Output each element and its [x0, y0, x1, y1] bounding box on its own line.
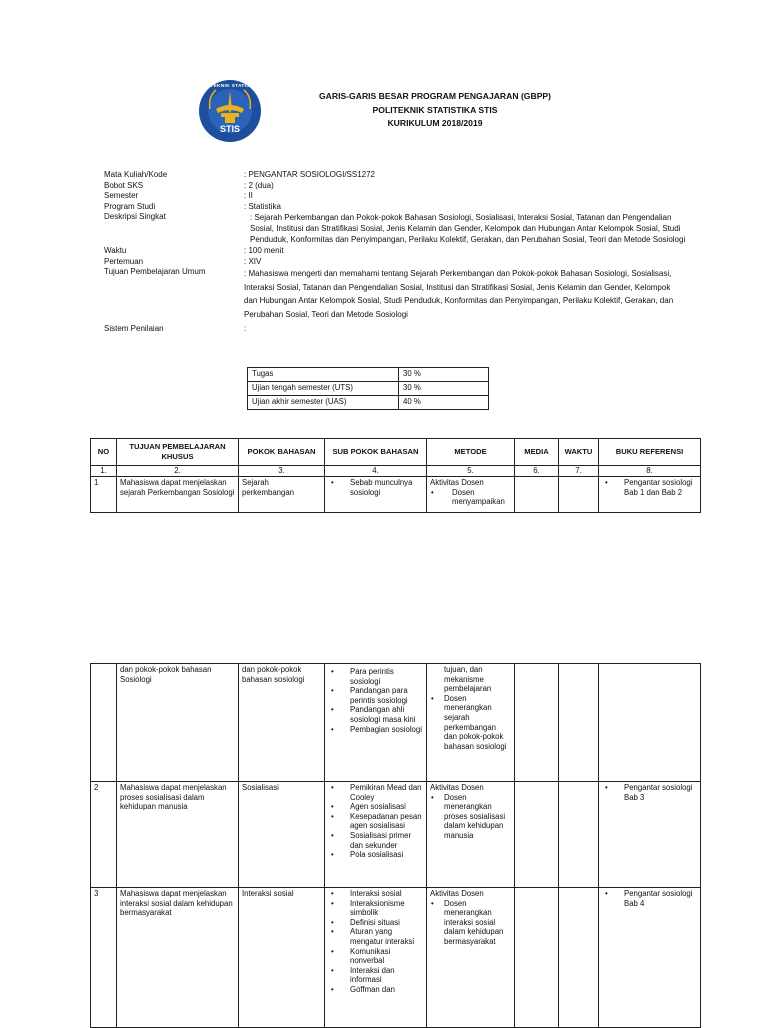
col-number: 6. [515, 466, 559, 477]
buku-item: • Pengantar sosiologi Bab 3 [602, 783, 697, 802]
sub-item: • Komunikasi nonverbal [328, 947, 423, 966]
header-no: NO [91, 439, 117, 466]
header-media: MEDIA [515, 439, 559, 466]
grading-weight: 30 % [399, 382, 489, 396]
row-sub [325, 888, 427, 1028]
row-metode [427, 888, 515, 1028]
header-pokok: POKOK BAHASAN [239, 439, 325, 466]
info-label: Pertemuan [104, 256, 144, 266]
row-media [515, 477, 559, 513]
sub-item: • Pandangan ahli sosiologi masa kini [328, 705, 423, 724]
header-waktu: WAKTU [559, 439, 599, 466]
table-row [91, 477, 701, 513]
info-value: : Statistika [244, 201, 281, 211]
row-buku [599, 888, 701, 1028]
row-buku [599, 782, 701, 888]
info-label: Sistem Penilaian [104, 324, 164, 333]
sub-item: • Para perintis sosiologi [328, 667, 423, 686]
grading-table [247, 367, 489, 410]
sub-item: • Sebab munculnya sosiologi [328, 478, 423, 497]
row-pokok: Interaksi sosial [239, 888, 325, 1028]
info-row-credits [104, 181, 694, 192]
col-number: 8. [599, 466, 701, 477]
row-waktu [559, 888, 599, 1028]
grading-row [248, 368, 489, 382]
table-header-row [91, 439, 701, 466]
info-value: : Sejarah Perkembangan dan Pokok-pokok Bahasan Sosiologi, Sosialisasi, Interaksi Sosial, Tatanan dan Pengendalian Sosial, Institusi dan Stratifikasi Sosial, Jenis Kelamin dan Gender, Kelompok dan Hubungan Antar Kelompok Sosial, Studi Penduduk, Konformitas dan Penyimpangan, Perilaku Kolektif, Gerakan, dan Perubahan Sosial, Teori dan Metode Sosiologi [250, 213, 686, 244]
buku-item: • Pengantar sosiologi Bab 1 dan Bab 2 [602, 478, 697, 497]
info-row-description [104, 212, 694, 245]
grading-weight: 30 % [399, 368, 489, 382]
metode-title: Aktivitas Dosen [430, 783, 484, 792]
metode-item: • Dosen menyampaikan [430, 488, 511, 507]
logo-ring-text: POLITEKNIK STATISTIKA [197, 84, 263, 89]
info-label: Semester [104, 191, 139, 200]
info-value: : PENGANTAR SOSIOLOGI/SS1272 [244, 170, 376, 179]
column-number-row [91, 466, 701, 477]
sub-item: • Pembagian sosiologi [328, 725, 423, 735]
sub-item: • Agen sosialisasi [328, 802, 423, 812]
sub-item: • Pemikiran Mead dan Cooley [328, 783, 423, 802]
row-pokok: Sosialisasi [239, 782, 325, 888]
row-tpk: Mahasiswa dapat menjelaskan proses sosialisasi dalam kehidupan manusia [117, 782, 239, 888]
row-no: 2 [91, 782, 117, 888]
row-metode [427, 664, 515, 782]
course-info [104, 170, 694, 335]
col-number: 5. [427, 466, 515, 477]
row-media [515, 782, 559, 888]
col-number: 4. [325, 466, 427, 477]
row-pokok: Sejarah perkembangan [239, 477, 325, 513]
row-no: 3 [91, 888, 117, 1028]
grading-row [248, 396, 489, 410]
metode-item: • Dosen menerangkan proses sosialisasi dalam kehidupan manusia [430, 793, 511, 841]
header-buku: BUKU REFERENSI [599, 439, 701, 466]
row-no [91, 664, 117, 782]
grading-item: Ujian akhir semester (UAS) [248, 396, 399, 410]
row-tpk: dan pokok-pokok bahasan Sosiologi [117, 664, 239, 782]
row-waktu [559, 477, 599, 513]
row-waktu [559, 782, 599, 888]
row-media [515, 664, 559, 782]
sub-item: • Pandangan para perintis sosiologi [328, 686, 423, 705]
metode-title: Aktivitas Dosen [430, 889, 484, 898]
sub-item: • Kesepadanan pesan agen sosialisasi [328, 812, 423, 831]
row-metode [427, 782, 515, 888]
row-pokok: dan pokok-pokok bahasan sosiologi [239, 664, 325, 782]
info-row-program [104, 202, 694, 213]
info-value: : Mahasiswa mengerti dan memahami tentang Sejarah Perkembangan dan Pokok-pokok Bahasan Sosiologi, Sosialisasi, Interaksi Sosial, Tatanan dan Pengendalian Sosial, Institusi dan Stratifikasi Sosial, Jenis Kelamin dan Gender, Kelompok dan Hubungan Antar Kelompok Sosial, Studi Penduduk, Konformitas dan Penyimpangan, Perilaku Kolektif, Gerakan, dan Perubahan Sosial, Teori dan Metode Sosiologi [244, 269, 674, 319]
info-row-objective [104, 267, 694, 321]
table-row [91, 888, 701, 1028]
metode-item: • Dosen menerangkan interaksi sosial dalam kehidupan bermasyarakat [430, 899, 511, 947]
header-tpk: TUJUAN PEMBELAJARAN KHUSUS [117, 439, 239, 466]
document-title [290, 90, 580, 131]
row-tpk: Mahasiswa dapat menjelaskan interaksi sosial dalam kehidupan bermasyarakat [117, 888, 239, 1028]
row-media [515, 888, 559, 1028]
col-number: 1. [91, 466, 117, 477]
row-buku [599, 664, 701, 782]
sub-item: • Interaksi sosial [328, 889, 423, 899]
sub-item: • Interaksi dan informasi [328, 966, 423, 985]
sub-item: • Pola sosialisasi [328, 850, 423, 860]
sub-item: • Interaksionisme simbolik [328, 899, 423, 918]
stis-logo [192, 79, 268, 143]
row-metode [427, 477, 515, 513]
info-label: Waktu [104, 246, 127, 255]
info-value: : 2 (dua) [244, 180, 274, 190]
info-row-course [104, 170, 694, 181]
header-sub: SUB POKOK BAHASAN [325, 439, 427, 466]
sub-item: • Sosialisasi primer dan sekunder [328, 831, 423, 850]
info-label: Deskripsi Singkat [104, 212, 166, 221]
info-label: Program Studi [104, 201, 156, 211]
table-row [91, 664, 701, 782]
sub-item: • Goffman dan [328, 985, 423, 995]
info-row-grading [104, 324, 694, 335]
row-tpk: Mahasiswa dapat menjelaskan sejarah Perkembangan Sosiologi [117, 477, 239, 513]
gbpp-table-continued [90, 663, 701, 1028]
title-line-1: GARIS-GARIS BESAR PROGRAM PENGAJARAN (GBPP) [318, 91, 552, 101]
sub-item: • Definisi situasi [328, 918, 423, 928]
col-number: 7. [559, 466, 599, 477]
header-metode: METODE [427, 439, 515, 466]
grading-item: Ujian tengah semester (UTS) [248, 382, 399, 396]
col-number: 2. [117, 466, 239, 477]
row-no: 1 [91, 477, 117, 513]
info-label: Bobot SKS [104, 180, 144, 190]
metode-lead: tujuan, dan mekanisme pembelajaran [444, 665, 492, 694]
gbpp-table [90, 438, 701, 513]
col-number: 3. [239, 466, 325, 477]
info-label: Tujuan Pembelajaran Umum [104, 267, 206, 276]
row-sub [325, 477, 427, 513]
grading-row [248, 382, 489, 396]
grading-weight: 40 % [399, 396, 489, 410]
row-sub [325, 664, 427, 782]
table-row [91, 782, 701, 888]
metode-item: • Dosen menerangkan sejarah perkembangan dan pokok-pokok bahasan sosiologi [430, 694, 511, 752]
info-value: : [244, 324, 247, 333]
info-value: : II [244, 191, 253, 200]
title-line-2: POLITEKNIK STATISTIKA STIS [372, 104, 498, 115]
grading-item: Tugas [248, 368, 399, 382]
info-value: : XIV [244, 256, 262, 266]
row-buku [599, 477, 701, 513]
logo-abbrev: STIS [219, 124, 240, 134]
info-row-time [104, 246, 694, 257]
title-line-3: KURIKULUM 2018/2019 [387, 118, 483, 128]
info-row-semester [104, 191, 694, 202]
metode-title: Aktivitas Dosen [430, 478, 484, 487]
buku-item: • Pengantar sosiologi Bab 4 [602, 889, 697, 908]
info-value: : 100 menit [244, 246, 284, 255]
row-sub [325, 782, 427, 888]
row-waktu [559, 664, 599, 782]
sub-item: • Aturan yang mengatur interaksi [328, 927, 423, 946]
info-label: Mata Kuliah/Kode [104, 170, 168, 179]
info-row-meetings [104, 257, 694, 268]
